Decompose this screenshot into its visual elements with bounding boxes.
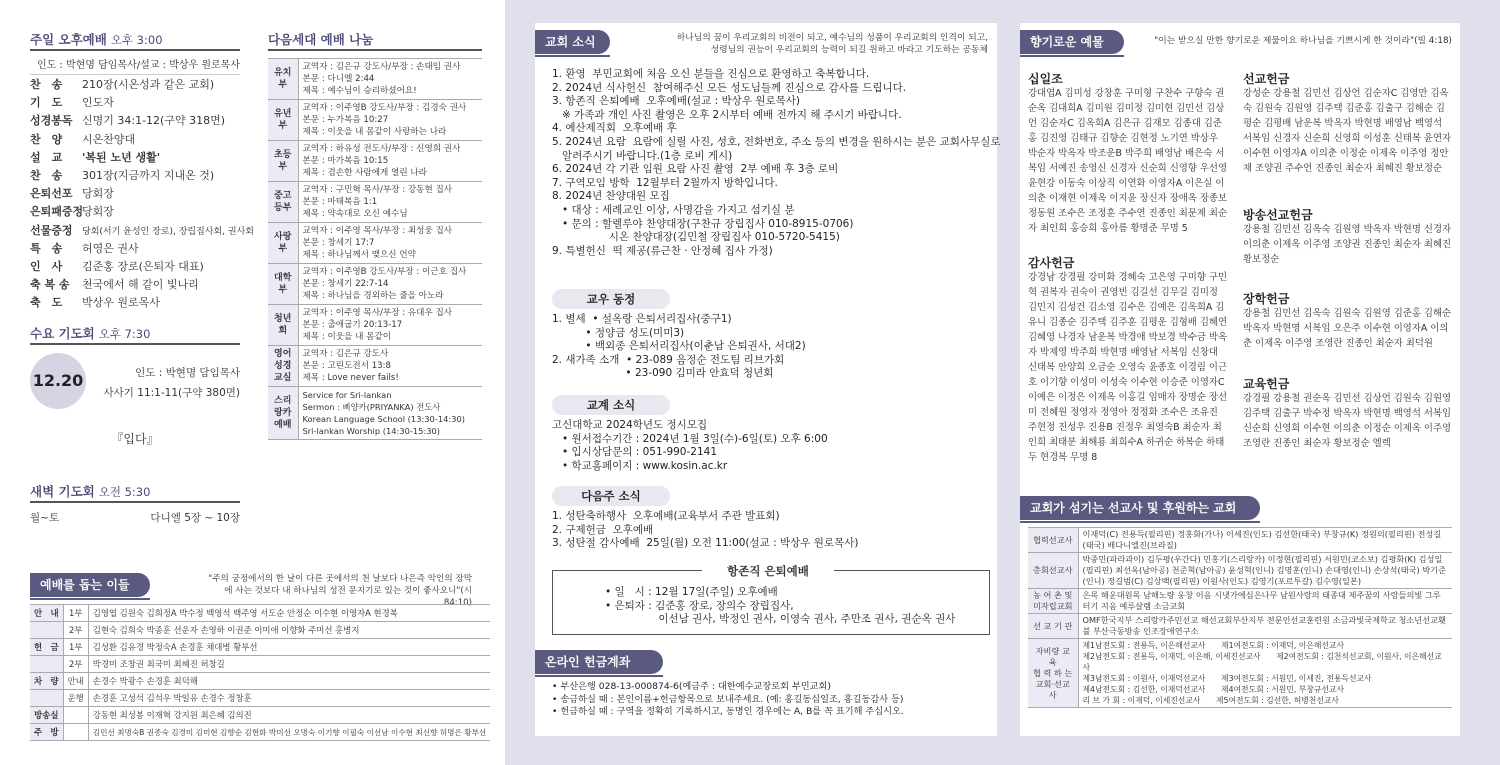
staff-list	[552, 313, 992, 381]
helpers-role	[30, 690, 63, 707]
sunday-order-label: 찬 양	[30, 132, 63, 146]
list-item: 6. 2024년 각 기관 임원 요람 사진 촬영 2부 예배 후 3층 로비	[552, 163, 839, 176]
list-item: • 23-090 김미라 안효덕 청년회	[552, 367, 774, 380]
helpers-role: 안 내	[30, 605, 63, 622]
helpers-names: 손경수 박광수 손경훈 최덕해	[88, 673, 490, 690]
helpers-row	[30, 707, 490, 724]
offering-title: 향기로운 예물	[1020, 30, 1124, 54]
world-title: 교계 소식	[552, 395, 670, 415]
news-motto: 하나님의 꿈이 우리교회의 비전이 되고, 예수님의 성품이 우리교회의 인격이 되고, 성령님의 권능이 우리교회의 능력이 되길 원하고 바라고 기도하는 공동체	[676, 33, 988, 55]
helpers-session: 1부	[63, 639, 88, 656]
missions-table	[1028, 527, 1452, 708]
list-item: • 부산은행 028-13-000874-6(예금주 : 대한예수교장로회 부민교회)	[552, 681, 832, 692]
sunday-order-label: 성경봉독	[30, 114, 73, 128]
nextgen-row	[268, 59, 482, 100]
sunday-order-row	[30, 149, 240, 165]
list-item: • 입시상담문의 : 051-990-2141	[552, 446, 717, 459]
sunday-leader: 인도 : 박현명 담임목사/설교 : 박상우 원로목사	[30, 56, 240, 75]
nextgen-row	[268, 387, 482, 440]
sunday-order-value: 천국에서 해 같이 빛나리	[82, 278, 199, 292]
helpers-row	[30, 673, 490, 690]
divider	[30, 343, 240, 345]
offering-group-names: 강용철 김민선 김옥숙 김원영 박옥자 박현명 신경자 이의춘 이제옥 이주영 조양권 진종인 최순자 최혜진 황보정순	[1243, 224, 1452, 265]
wednesday-date: 12.20	[30, 353, 86, 409]
list-item: 3. 성탄절 감사예배 25일(월) 오전 11:00(설교 : 박상우 원로목사)	[552, 537, 859, 550]
nextgen-row	[268, 305, 482, 346]
sunday-order-value: 인도자	[82, 96, 114, 110]
helpers-role: 방송실	[30, 707, 63, 724]
sunday-order-value: 당회(서기 윤성인 장로), 장립집사회, 권사회	[82, 226, 254, 237]
wednesday-scripture: 사사기 11:1-11(구약 380면)	[103, 387, 240, 399]
list-item: 2. 구제헌금 오후예배	[552, 523, 654, 536]
sunday-order-row	[30, 76, 240, 92]
sunday-order-row	[30, 167, 240, 183]
nextgen-row	[268, 264, 482, 305]
helpers-verse: "주의 궁정에서의 한 날이 다른 곳에서의 천 날보다 나은즉 악인의 장막에 사는 것보다 내 하나님의 성전 문지기로 있는 것이 좋사오니"(시 84:10)	[208, 574, 472, 608]
missions-list: 이재덕(C) 전용득(필리핀) 정홍화(가나) 이세진(인도) 김선한(태국) 부창규(K) 정원의(필리핀) 전성길(태국) 배다니엘진(브라질)	[1078, 528, 1452, 553]
helpers-names: 강동현 최성봉 이재혁 강지원 최은혜 김의진	[88, 707, 490, 724]
online-list	[552, 681, 992, 719]
nextgen-dept: 대학부	[268, 264, 298, 305]
sunday-order-label: 축 복 송	[30, 278, 70, 292]
sunday-order-value: 김준홍 장로(은퇴자 대표)	[82, 260, 204, 273]
sunday-order-row	[30, 294, 240, 310]
nextgen-dept: 유치부	[268, 59, 298, 100]
helpers-session: 2부	[63, 656, 88, 673]
offering-group-names: 강용철 김민선 김옥숙 김원숙 김원영 김준홍 김해순 박옥자 박현명 서복임 오은주 이수현 이영자A 이의춘 이제옥 이주영 조영란 진종인 최순자 최덕원	[1243, 308, 1452, 349]
sunday-order-label: 축 도	[30, 296, 63, 310]
offering-group-title: 교육헌금	[1243, 377, 1290, 391]
list-item: 5. 2024년 요람 요람에 실릴 사진, 성호, 전화번호, 주소 등의 변경을 원하시는 분은 교회사무실로	[552, 135, 1001, 148]
nextgen-detail: 교역자 : 이주영 목사/부장 : 최성웅 집사 본문 : 창세기 17:7 제목 : 하나님께서 맺으신 언약	[298, 223, 482, 264]
dawn-scripture: 다니엘 5장 ~ 10장	[150, 512, 240, 524]
nextgen-dept: 청년회	[268, 305, 298, 346]
staff-title: 교우 동정	[552, 289, 670, 309]
helpers-row	[30, 724, 490, 741]
sunday-order-value: 210장(시온성과 같은 교회)	[82, 78, 215, 91]
missions-category: 총회선교사	[1028, 553, 1078, 589]
list-item: 2. 2024년 식사헌신 참여해주신 모든 성도님들께 진심으로 감사를 드립니다.	[552, 81, 907, 94]
nextgen-detail: 교역자 : 이주영 목사/부장 : 유대우 집사 본문 : 출애굽기 20:13-17 제목 : 이웃을 내 몸같이	[298, 305, 482, 346]
sunday-order-label: 인 사	[30, 260, 63, 273]
helpers-session: 운행	[63, 690, 88, 707]
nextgen-row	[268, 100, 482, 141]
nextgen-row	[268, 182, 482, 223]
offering-group-names: 강경필 강용철 권순옥 김민선 김상언 김원숙 김원영 김주택 김출구 박수정 박옥자 박현명 백영석 서복임 신순희 신영희 이수현 이의춘 이정순 이제옥 이주영 조영란 진종인 최순자 황보정순 엘렉	[1243, 393, 1452, 449]
helpers-names: 김성환 김유경 박정숙A 손경훈 채대병 황부선	[88, 639, 490, 656]
helpers-names: 손경훈 고성석 김석우 박일유 손경수 정창훈	[88, 690, 490, 707]
helpers-role: 차 량	[30, 673, 63, 690]
sunday-order-label: 은퇴패증정	[30, 205, 84, 219]
sunday-order-label: 찬 송	[30, 78, 63, 91]
sunday-order-row	[30, 112, 240, 128]
helpers-row	[30, 656, 490, 673]
list-item: 알려주시기 바랍니다.(1층 로비 게시)	[552, 149, 733, 162]
helpers-session	[63, 707, 88, 724]
offering-group-names: 강성순 강용철 김민선 김상언 김순자C 김영만 김옥숙 김원숙 김원영 김주택 김준홍 김출구 김해순 김평순 김평배 남운복 박옥자 박현명 배영남 백영석 서복임 신경자 신순희 신영희 이성훈 신태복 윤연자 이수현 이영자A 이의춘 이정순 이제옥 이주영 정안채 조양권 주수언 진종인 최순자 최혜진 황보정순	[1243, 88, 1452, 174]
helpers-table	[30, 604, 490, 741]
wednesday-sermon: 『입다』	[111, 432, 159, 446]
nextgen-row	[268, 223, 482, 264]
sunday-order-value: 신명기 34:1-12(구약 318면)	[82, 114, 225, 128]
sunday-order-label: 특 송	[30, 241, 63, 255]
sunday-order-label: 설 교	[30, 150, 63, 164]
missions-row	[1028, 614, 1452, 639]
list-item: 1. 성탄축하행사 오후예배(교육부서 주관 발표회)	[552, 510, 780, 522]
sunday-order-row	[30, 258, 240, 274]
missions-category: 자비량 교육 협 력 하 는 교회·선교사	[1028, 639, 1078, 708]
offering-verse: "이는 받으실 만한 향기로운 제물이요 하나님을 기쁘시게 한 것이라"(빌 4:18)	[1154, 36, 1452, 46]
sunday-order-row	[30, 240, 240, 256]
list-item: • 송금하실 때 : 본인이름+헌금항목으로 보내주세요. (예: 홍길동십일조, 홍길동감사 등)	[552, 693, 904, 705]
nextgen-dept: 사랑부	[268, 223, 298, 264]
helpers-row	[30, 690, 490, 707]
missions-list: 박중민(파라과이) 김두평(우간다) 민홍기(스리랑카) 이정현(필리핀) 서원민(코소보) 김평화(K) 김성일(필리핀) 최선옥(남아공) 천준혁(남아공) 윤성혁(인니) 김명훈(인니) 손대영(인니) 손상석(태국) 박기준(인니) 정길범(C) 김상백(필리핀) 이원사(인도) 김영기(포르투갈) 김수영(일본)	[1078, 553, 1452, 589]
nextweek-title: 다음주 소식	[552, 486, 670, 506]
retire-list	[605, 586, 985, 627]
helpers-role: 헌 금	[30, 639, 63, 656]
missions-row	[1028, 639, 1452, 708]
helpers-session	[63, 724, 88, 741]
nextweek-list	[552, 510, 992, 551]
list-item: • 학교홈페이지 : www.kosin.ac.kr	[552, 459, 728, 472]
helpers-role	[30, 622, 63, 639]
list-item: 1. 별세 • 설옥랑 은퇴서리집사(중구1)	[552, 313, 732, 325]
list-item: 3. 항존직 은퇴예배 오후예배(설교 : 박상우 원로목사)	[552, 95, 800, 108]
nextgen-dept: 중고등부	[268, 182, 298, 223]
list-item: 고신대학교 2024학년도 정시모집	[552, 419, 708, 431]
dawn-days: 월~토	[30, 512, 60, 524]
wednesday-title: 수요 기도회 오후 7:30	[30, 326, 151, 341]
list-item: • 백외종 은퇴서리집사(이춘남 은퇴권사, 서대2)	[552, 340, 806, 353]
nextgen-detail: 교역자 : 이주영B 강도사/부장 : 김경숙 권사 본문 : 누가복음 10:27 제목 : 이웃을 내 몸같이 사랑하는 나라	[298, 100, 482, 141]
missions-category: 농 어 촌 및 미자립교회	[1028, 589, 1078, 614]
online-title: 온라인 헌금계좌	[535, 650, 663, 674]
list-item: 2. 새가족 소개 • 23-089 음정순 전도팀 리브가회	[552, 353, 785, 366]
offering-group-title: 감사헌금	[1028, 256, 1075, 270]
helpers-session: 2부	[63, 622, 88, 639]
list-item: • 일 시 : 12월 17일(주일) 오후예배	[605, 586, 778, 598]
sunday-order-label: 찬 송	[30, 169, 63, 182]
helpers-names: 박경미 조창권 최국미 최혜진 허창길	[88, 656, 490, 673]
nextgen-detail: 교역자 : 하유성 전도사/부장 : 신영희 권사 본문 : 마가복음 10:15 제목 : 겸손한 사람에게 열린 나라	[298, 141, 482, 182]
nextgen-dept: 스리랑카 예배	[268, 387, 298, 440]
list-item: • 원서접수기간 : 2024년 1월 3일(수)-6일(토) 오후 6:00	[552, 432, 828, 445]
nextgen-table	[268, 58, 482, 440]
list-item: 7. 구역모임 방학 12월부터 2월까지 방학입니다.	[552, 176, 778, 189]
sunday-order-value: 허영은 권사	[82, 241, 139, 255]
offering-group-title: 장학헌금	[1243, 292, 1290, 306]
offering-group-names: 강대엽A 김미성 강창훈 구미형 구찬수 구향숙 권순옥 김대희A 김미원 김미정 김미현 김민선 김상언 김순자C 김옥희A 김은규 김재모 김종대 김준홍 김진영 김태규 김향순 김현정 노기연 박상우 박순자 박옥자 박조운B 박주희 배영남 배은숙 서복임 서예진 송영신 신경자 신순희 신영향 우선영 윤현강 이동숙 이상직 이연화 이영자A 이은실 이의춘 이재현 이제옥 이지윤 장신자 장애옥 장종보 정동원 조수은 조정훈 주수연 진종인 최문제 최순자 최인희 홍승희 홍아름 황명준 무명 5	[1028, 88, 1228, 234]
sunday-order-label: 은퇴선포	[30, 187, 73, 201]
missions-row	[1028, 589, 1452, 614]
sunday-order-value: 당회장	[82, 187, 114, 201]
list-item: ※ 가족과 개인 사진 촬영은 오후 2시부터 예배 전까지 해 주시기 바랍니다.	[552, 108, 902, 121]
dawn-title: 새벽 기도회 오전 5:30	[30, 484, 151, 499]
sunday-order-row	[30, 94, 240, 110]
wednesday-leader: 인도 : 박현명 담임목사	[135, 367, 240, 379]
missions-list: 제1남전도회 : 전용득, 이은해선교사 제1여전도회 : 이재덕, 이은해선교사 제2남전도회 : 전용득, 이재덕, 이은해, 이세진선교사 제2여전도회 : 김천석선교회, 이원사, 이은해선교사 제3남전도회 : 이원사, 이재덕선교사 제3여전도회 : 서원민, 이세진, 전용득선교사 제4남전도회 : 김선한, 이재덕선교사 제4여전도회 : 서원민, 부창규선교사 리 브 가 회 : 이재덕, 이세진선교사 제5여전도회 : 김선한, 허병천선교사	[1078, 639, 1452, 708]
missions-category: 협력선교사	[1028, 528, 1078, 553]
helpers-names: 김현숙 김희숙 박종훈 선운자 손영하 이권준 이미애 이향화 주미선 홍병지	[88, 622, 490, 639]
list-item: 8. 2024년 찬양대원 모집	[552, 190, 670, 203]
nextgen-dept: 유년부	[268, 100, 298, 141]
list-item: • 헌금하실 때 : 구역을 정확히 기록하시고, 동명인 경우에는 A, B를 꼭 표기해 주십시오.	[552, 706, 904, 717]
missions-category: 선 교 기 관	[1028, 614, 1078, 639]
helpers-names: 김영엽 김원숙 김희정A 박수정 백영석 백주영 서도순 안정순 이수현 이영자A 현경복	[88, 605, 490, 622]
divider	[30, 501, 240, 503]
sunday-order-row	[30, 185, 240, 201]
helpers-row	[30, 605, 490, 622]
sunday-order-value: '복된 노년 생활'	[82, 150, 161, 164]
missions-title: 교회가 섬기는 선교사 및 후원하는 교회	[1020, 496, 1260, 520]
helpers-role: 주 방	[30, 724, 63, 741]
helpers-session: 안내	[63, 673, 88, 690]
nextgen-dept: 초등부	[268, 141, 298, 182]
helpers-row	[30, 639, 490, 656]
sunday-order-value: 당회장	[82, 205, 114, 219]
missions-row	[1028, 528, 1452, 553]
sunday-order-value: 박상우 원로목사	[82, 296, 160, 310]
sunday-order-row	[30, 203, 240, 219]
missions-list: 은목 해운대원목 남해노량 웅창 이음 시냇가에심은나무 남원사랑의 태종대 제주꿈의 사람들의빛 그루터기 지음 예루살렘 소금교회	[1078, 589, 1452, 614]
sunday-order-row	[30, 276, 240, 292]
list-item: 이선남 권사, 박정인 권사, 이영숙 권사, 주만조 권사, 권순옥 권사	[605, 613, 956, 626]
nextgen-row	[268, 141, 482, 182]
sunday-order-value: 301장(지금까지 지내온 것)	[82, 169, 215, 182]
offering-group-names: 강경남 강경필 강미화 경혜숙 고은영 구미향 구민혁 권복자 권숙이 권영빈 김길선 김무길 김미정 김민지 김성건 김소영 김수은 김예은 김옥희A 김유니 김종순 김주택 김주훈 김평운 김형배 김혜연 김혜영 나경자 남운복 박경애 박보경 박수금 박옥자 박제영 박주희 박현명 배영남 서복임 신창대 신태복 안양희 오금순 오영숙 윤종호 이경림 이근호 이기향 이성미 이성숙 이수현 이승준 이영자C 이예은 이정은 이제옥 이홍길 임매자 장명순 장선미 전혜원 정영자 정영아 정정화 조수은 조유진 주현정 진성우 진용B 진정우 최영숙B 최순자 최인희 최태분 최해룡 최희수A 하귀순 하복순 하태두 현경복 무명 8	[1028, 272, 1228, 463]
helpers-row	[30, 622, 490, 639]
helpers-role	[30, 656, 63, 673]
news-list	[552, 68, 1001, 258]
nextgen-detail: 교역자 : 김은규 강도사 본문 : 고린도전서 13:8 제목 : Love never fails!	[298, 346, 482, 387]
nextgen-row	[268, 346, 482, 387]
list-item: • 대상 : 세례교인 이상, 사명감을 가지고 섬기실 분	[552, 203, 795, 216]
list-item: 시온 찬양대장(김민철 장립집사 010-5720-5415)	[552, 231, 840, 244]
nextgen-detail: 교역자 : 구민혁 목사/부장 : 강동현 집사 본문 : 마태복음 1:1 제목 : 약속대로 오신 예수님	[298, 182, 482, 223]
sunday-order-label: 기 도	[30, 96, 63, 110]
missions-list: OMF한국지부 스리랑카주민선교 해선교회부산지부 전문인선교훈련원 소금과빛국제학교 청소년선교횃불 부산극동방송 인조장애연구소	[1078, 614, 1452, 639]
news-title: 교회 소식	[535, 30, 610, 54]
offering-group-title: 십일조	[1028, 72, 1063, 86]
list-item: 4. 예산제직회 오후예배 후	[552, 122, 677, 135]
nextgen-detail: 교역자 : 김은규 강도사/부장 : 손태임 권사 본문 : 다니엘 2:44 제목 : 예수님이 승리하셨어요!	[298, 59, 482, 100]
helpers-names: 김민선 최명숙B 권종숙 김경미 김미현 김향순 김현화 박미선 오명숙 이기향 이필숙 이선남 이수현 최신향 허명은 황부선	[88, 724, 490, 741]
divider	[268, 49, 482, 51]
list-item: 1. 환영 부민교회에 처음 오신 분들을 진심으로 환영하고 축복합니다.	[552, 68, 870, 80]
helpers-title: 예배를 돕는 이들	[30, 573, 150, 597]
sunday-afternoon-title: 주일 오후예배 오후 3:00	[30, 32, 163, 47]
missions-row	[1028, 553, 1452, 589]
sunday-order-value: 시온찬양대	[82, 132, 136, 146]
nextgen-title: 다음세대 예배 나눔	[268, 32, 374, 47]
list-item: • 은퇴자 : 김준홍 장로, 장의수 장립집사,	[605, 599, 794, 612]
sunday-order-row	[30, 222, 254, 238]
list-item: • 정양금 성도(미미3)	[552, 326, 685, 339]
list-item: • 문의 : 할렐루야 찬양대장(구찬규 장립집사 010-8915-0706)	[552, 217, 854, 230]
retire-title: 항존직 은퇴예배	[702, 563, 834, 579]
offering-group-title: 방송선교헌금	[1243, 208, 1313, 222]
world-list	[552, 419, 992, 473]
divider	[30, 49, 240, 51]
list-item: 9. 특별헌신 떡 제공(류근찬 · 안정혜 집사 가정)	[552, 244, 773, 257]
offering-group-title: 선교헌금	[1243, 72, 1290, 86]
sunday-order-row	[30, 131, 240, 147]
nextgen-detail: 교역자 : 이주영B 강도사/부장 : 이근호 집사 본문 : 창세기 22:7-14 제목 : 하나님을 경외하는 줄을 아노라	[298, 264, 482, 305]
sunday-order-label: 선물증정	[30, 223, 73, 237]
nextgen-dept: 영어 성경 교실	[268, 346, 298, 387]
nextgen-detail: Service for Sri-lankan Sermon : 삐양카(PRIYANKA) 전도사 Korean Language School (13:30-14:30) Sri-lankan Worship (14:30-15:30)	[298, 387, 482, 440]
helpers-session: 1부	[63, 605, 88, 622]
